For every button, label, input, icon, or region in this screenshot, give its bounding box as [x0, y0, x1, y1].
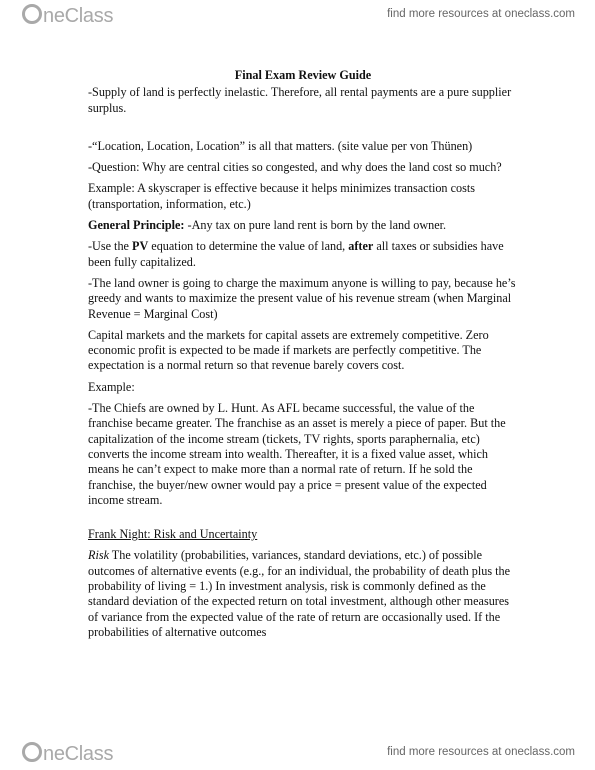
- paragraph-question: -Question: Why are central cities so congested, and why does the land cost so much?: [88, 160, 502, 175]
- paragraph-skyscraper-example: Example: A skyscraper is effective because it helps minimizes transaction costs (transportation, information, etc.): [88, 181, 475, 211]
- header-tagline-link[interactable]: find more resources at oneclass.com: [387, 8, 575, 20]
- risk-term: Risk: [88, 548, 109, 563]
- paragraph-example-label: Example:: [88, 379, 135, 394]
- paragraph-land-owner: -The land owner is going to charge the maximum anyone is willing to pay, because he’s greedy and wants to maximize the present value of his revenue stream (when Marginal Revenue = Marginal Cost): [88, 275, 516, 321]
- document-body: [88, 68, 518, 646]
- risk-definition-text: The volatility (probabilities, variances, standard deviations, etc.) of possible outcomes of alternative events (e.g., for an individual, the probability of death plus the probability of living = 1.) In investment analysis, risk is commonly defined as the standard deviation of the expected return on total investment, although other measures of variance from the expected value of the rate of return are occasionally used. If the probabilities of alternative outcomes: [88, 548, 511, 639]
- footer-logo-text: neClass: [43, 743, 114, 765]
- footer-tagline-link[interactable]: find more resources at oneclass.com: [387, 746, 575, 758]
- pv-text-e: all taxes or subsidies have been fully capitalized.: [88, 239, 504, 269]
- pv-text-a: -Use the: [88, 239, 132, 254]
- paragraph-risk-definition: [88, 548, 518, 640]
- paragraph-capital-markets: Capital markets and the markets for capital assets are extremely competitive. Zero economic profit is expected to be made if markets are perfectly competitive. The expectation is a normal return so that revenue barely covers cost.: [88, 327, 489, 373]
- pv-term: PV: [132, 239, 149, 254]
- pv-text-c: equation to determine the value of land,: [148, 239, 349, 254]
- page-header: [0, 0, 595, 32]
- after-term: after: [348, 239, 374, 254]
- oneclass-logo[interactable]: [22, 4, 113, 28]
- general-principle-label: General Principle:: [88, 218, 185, 233]
- logo-circle-icon: [22, 4, 42, 24]
- footer-logo-circle-icon: [22, 742, 42, 762]
- paragraph-pv-equation: [88, 239, 518, 270]
- document-title: Final Exam Review Guide: [234, 68, 372, 82]
- footer-oneclass-logo[interactable]: [22, 742, 113, 766]
- paragraph-location: -“Location, Location, Location” is all that matters. (site value per von Thünen): [88, 138, 473, 153]
- paragraph-land-supply: -Supply of land is perfectly inelastic. Therefore, all rental payments are a pure supplier surplus.: [88, 85, 512, 115]
- paragraph-general-principle: [88, 218, 518, 233]
- page-footer: [0, 738, 595, 770]
- logo-text: neClass: [43, 5, 114, 27]
- paragraph-chiefs-example: -The Chiefs are owned by L. Hunt. As AFL became successful, the value of the franchise became greater. The franchise as an asset is merely a piece of paper. But the capitalization of the income stream (tickets, TV rights, sports paraphernalia, etc) converts the income stream into wealth. Thereafter, it is a fixed value asset, which means he can’t expect to make more than a normal rate of return. If he sold the franchise, the buyer/new owner would pay a price = present value of the expected income stream.: [88, 401, 506, 507]
- section-heading-risk: Frank Night: Risk and Uncertainty: [88, 527, 258, 542]
- general-principle-text: -Any tax on pure land rent is born by the land owner.: [184, 218, 447, 233]
